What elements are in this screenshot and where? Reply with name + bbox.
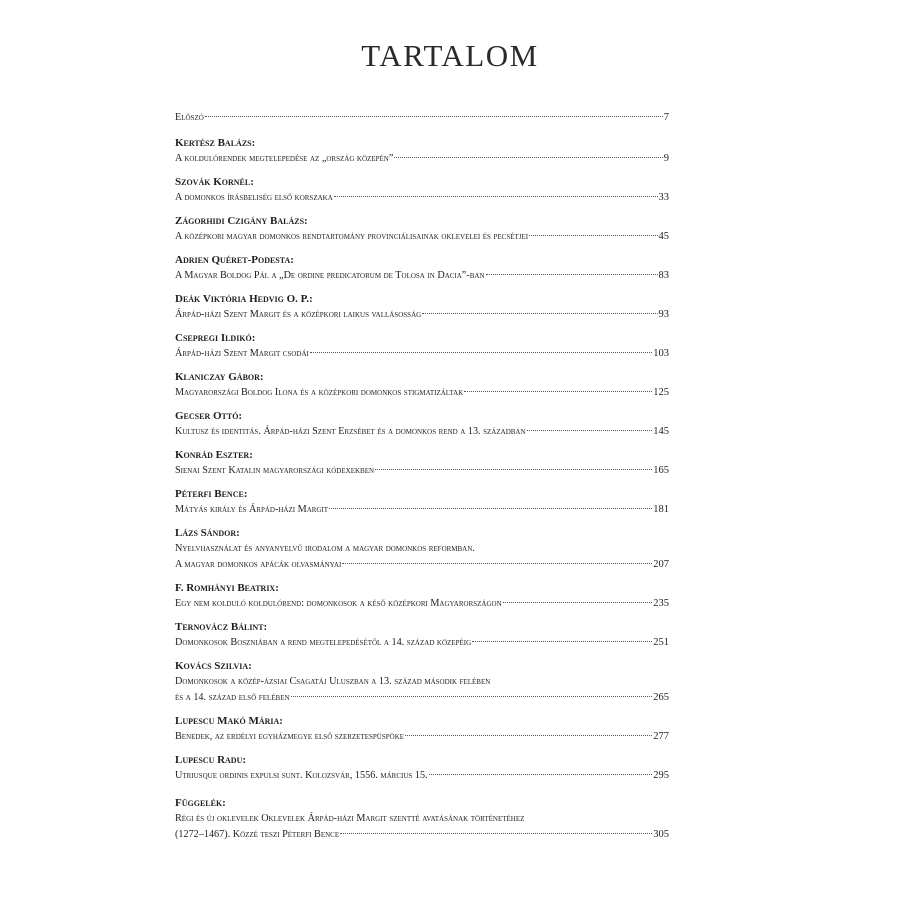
toc-title-line (175, 424, 669, 440)
toc-author: Szovák Kornél: (175, 176, 254, 188)
dot-leader (529, 235, 657, 236)
toc-author: Gecser Ottó: (175, 410, 243, 422)
toc-title-line (175, 307, 669, 323)
toc-entry (175, 174, 669, 206)
toc-title: Árpád-házi Szent Margit és a középkori laikus vallásosság (175, 309, 422, 320)
toc-title: A domonkos írásbeliség első korszaka (175, 192, 333, 203)
toc-author: F. Romhányi Beatrix: (175, 582, 279, 594)
page-title: TARTALOM (361, 38, 539, 73)
toc-entry (175, 252, 669, 284)
dot-leader (464, 391, 652, 392)
toc-title-line (175, 541, 669, 557)
toc-author: Függelék: (175, 797, 226, 809)
toc-page-number: 45 (658, 231, 669, 242)
toc-author: Kovács Szilvia: (175, 660, 252, 672)
toc-page-number: 277 (653, 731, 669, 742)
toc-title-line (175, 690, 669, 706)
toc-page-number: 9 (663, 153, 669, 164)
toc-entry (175, 447, 669, 479)
toc-page-number: 235 (653, 598, 669, 609)
toc-author: Ternovácz Bálint: (175, 621, 268, 633)
toc-author: Zágorhidi Czigány Balázs: (175, 215, 308, 227)
toc-page-number: 305 (653, 829, 669, 840)
toc-page-number: 103 (653, 348, 669, 359)
toc-title: Domonkosok a közép-ázsiai Csagatáj Uluszban a 13. század második felében (175, 676, 491, 687)
toc-title-line (175, 827, 669, 843)
toc-author: Csepregi Ildikó: (175, 332, 256, 344)
toc-entry (175, 291, 669, 323)
toc-author: Lázs Sándor: (175, 527, 240, 539)
toc-page-number: 93 (658, 309, 669, 320)
toc-author: Deák Viktória Hedvig O. P.: (175, 293, 313, 305)
toc-title-line (175, 229, 669, 245)
dot-leader (394, 157, 662, 158)
dot-leader (375, 469, 652, 470)
toc-entry (175, 752, 669, 784)
toc-title: A koldulórendek megtelepedése az „ország közepén” (175, 153, 394, 164)
toc-page-number: 125 (653, 387, 669, 398)
toc-title-line (175, 346, 669, 362)
toc-entry (175, 486, 669, 518)
toc-title-line (175, 596, 669, 612)
toc-title: Kultusz és identitás. Árpád-házi Szent Erzsébet és a domonkos rend a 13. században (175, 426, 526, 437)
toc-entry (175, 213, 669, 245)
toc-page-number: 251 (653, 637, 669, 648)
toc-page-number: 145 (653, 426, 669, 437)
toc-title: és a 14. század első felében (175, 692, 290, 703)
toc-title: Utriusque ordinis expulsi sunt. Kolozsvár, 1556. március 15. (175, 770, 428, 781)
toc-page-number: 7 (663, 112, 669, 123)
toc-title-line (175, 811, 669, 827)
toc-title-line (175, 768, 669, 784)
toc-page-number: 265 (653, 692, 669, 703)
toc-title: (1272–1467). Közzé teszi Péterfi Bence (175, 829, 340, 840)
dot-leader (205, 116, 663, 117)
toc-title: Árpád-házi Szent Margit csodái (175, 348, 309, 359)
dot-leader (405, 735, 652, 736)
dot-leader (329, 508, 652, 509)
toc-entry (175, 658, 669, 706)
toc-author: Lupescu Radu: (175, 754, 247, 766)
toc-page-number: 165 (653, 465, 669, 476)
table-of-contents (175, 110, 669, 850)
toc-entry (175, 525, 669, 573)
toc-entry (175, 580, 669, 612)
toc-title: Mátyás király és Árpád-házi Margit (175, 504, 329, 515)
dot-leader (340, 833, 652, 834)
toc-author: Péterfi Bence: (175, 488, 248, 500)
toc-title-line (175, 674, 669, 690)
toc-author: Konrád Eszter: (175, 449, 253, 461)
dot-leader (527, 430, 653, 431)
toc-title: Előszó (175, 112, 204, 123)
toc-entry (175, 713, 669, 745)
toc-title: Magyarországi Boldog Ilona és a középkori domonkos stigmatizáltak (175, 387, 464, 398)
toc-title: Nyelvhasználat és anyanyelvű irodalom a magyar domonkos reformban. (175, 543, 475, 554)
toc-title-line (175, 502, 669, 518)
toc-page-number: 33 (658, 192, 669, 203)
toc-title: A Magyar Boldog Pál a „De ordine predicatorum de Tolosa in Dacia”-ban (175, 270, 485, 281)
toc-entry (175, 110, 669, 126)
toc-title-line (175, 190, 669, 206)
toc-title: Benedek, az erdélyi egyházmegye első szerzetespüspöke (175, 731, 405, 742)
toc-entry (175, 408, 669, 440)
toc-page-number: 207 (653, 559, 669, 570)
toc-title-line (175, 729, 669, 745)
toc-title-line (175, 268, 669, 284)
toc-title-line (175, 151, 669, 167)
dot-leader (291, 696, 653, 697)
toc-title-line (175, 385, 669, 401)
toc-page-number: 83 (658, 270, 669, 281)
toc-entry (175, 619, 669, 651)
toc-author: Kertész Balázs: (175, 137, 256, 149)
toc-title: Egy nem kolduló koldulórend: domonkosok a késő középkori Magyarországon (175, 598, 502, 609)
toc-entry (175, 135, 669, 167)
toc-title: A magyar domonkos apácák olvasmányai (175, 559, 342, 570)
toc-author: Klaniczay Gábor: (175, 371, 264, 383)
toc-author: Lupescu Makó Mária: (175, 715, 283, 727)
dot-leader (472, 641, 652, 642)
toc-entry (175, 795, 669, 843)
toc-page-number: 181 (653, 504, 669, 515)
toc-page-number: 295 (653, 770, 669, 781)
dot-leader (503, 602, 653, 603)
toc-title: Régi és új oklevelek Oklevelek Árpád-házi Margit szentté avatásának történetéhez (175, 813, 525, 824)
dot-leader (486, 274, 658, 275)
dot-leader (429, 774, 653, 775)
toc-title: Domonkosok Boszniában a rend megtelepedésétől a 14. század közepéig (175, 637, 472, 648)
toc-author: Adrien Quéret-Podesta: (175, 254, 294, 266)
toc-entry (175, 330, 669, 362)
toc-title-line (175, 110, 669, 126)
toc-title: A középkori magyar domonkos rendtartomány provinciálisainak oklevelei és pecsétjei (175, 231, 529, 242)
toc-title-line (175, 635, 669, 651)
toc-title-line (175, 463, 669, 479)
toc-entry (175, 369, 669, 401)
dot-leader (422, 313, 657, 314)
dot-leader (334, 196, 658, 197)
dot-leader (310, 352, 652, 353)
toc-title-line (175, 557, 669, 573)
dot-leader (342, 563, 652, 564)
toc-title: Sienai Szent Katalin magyarországi kódexekben (175, 465, 375, 476)
